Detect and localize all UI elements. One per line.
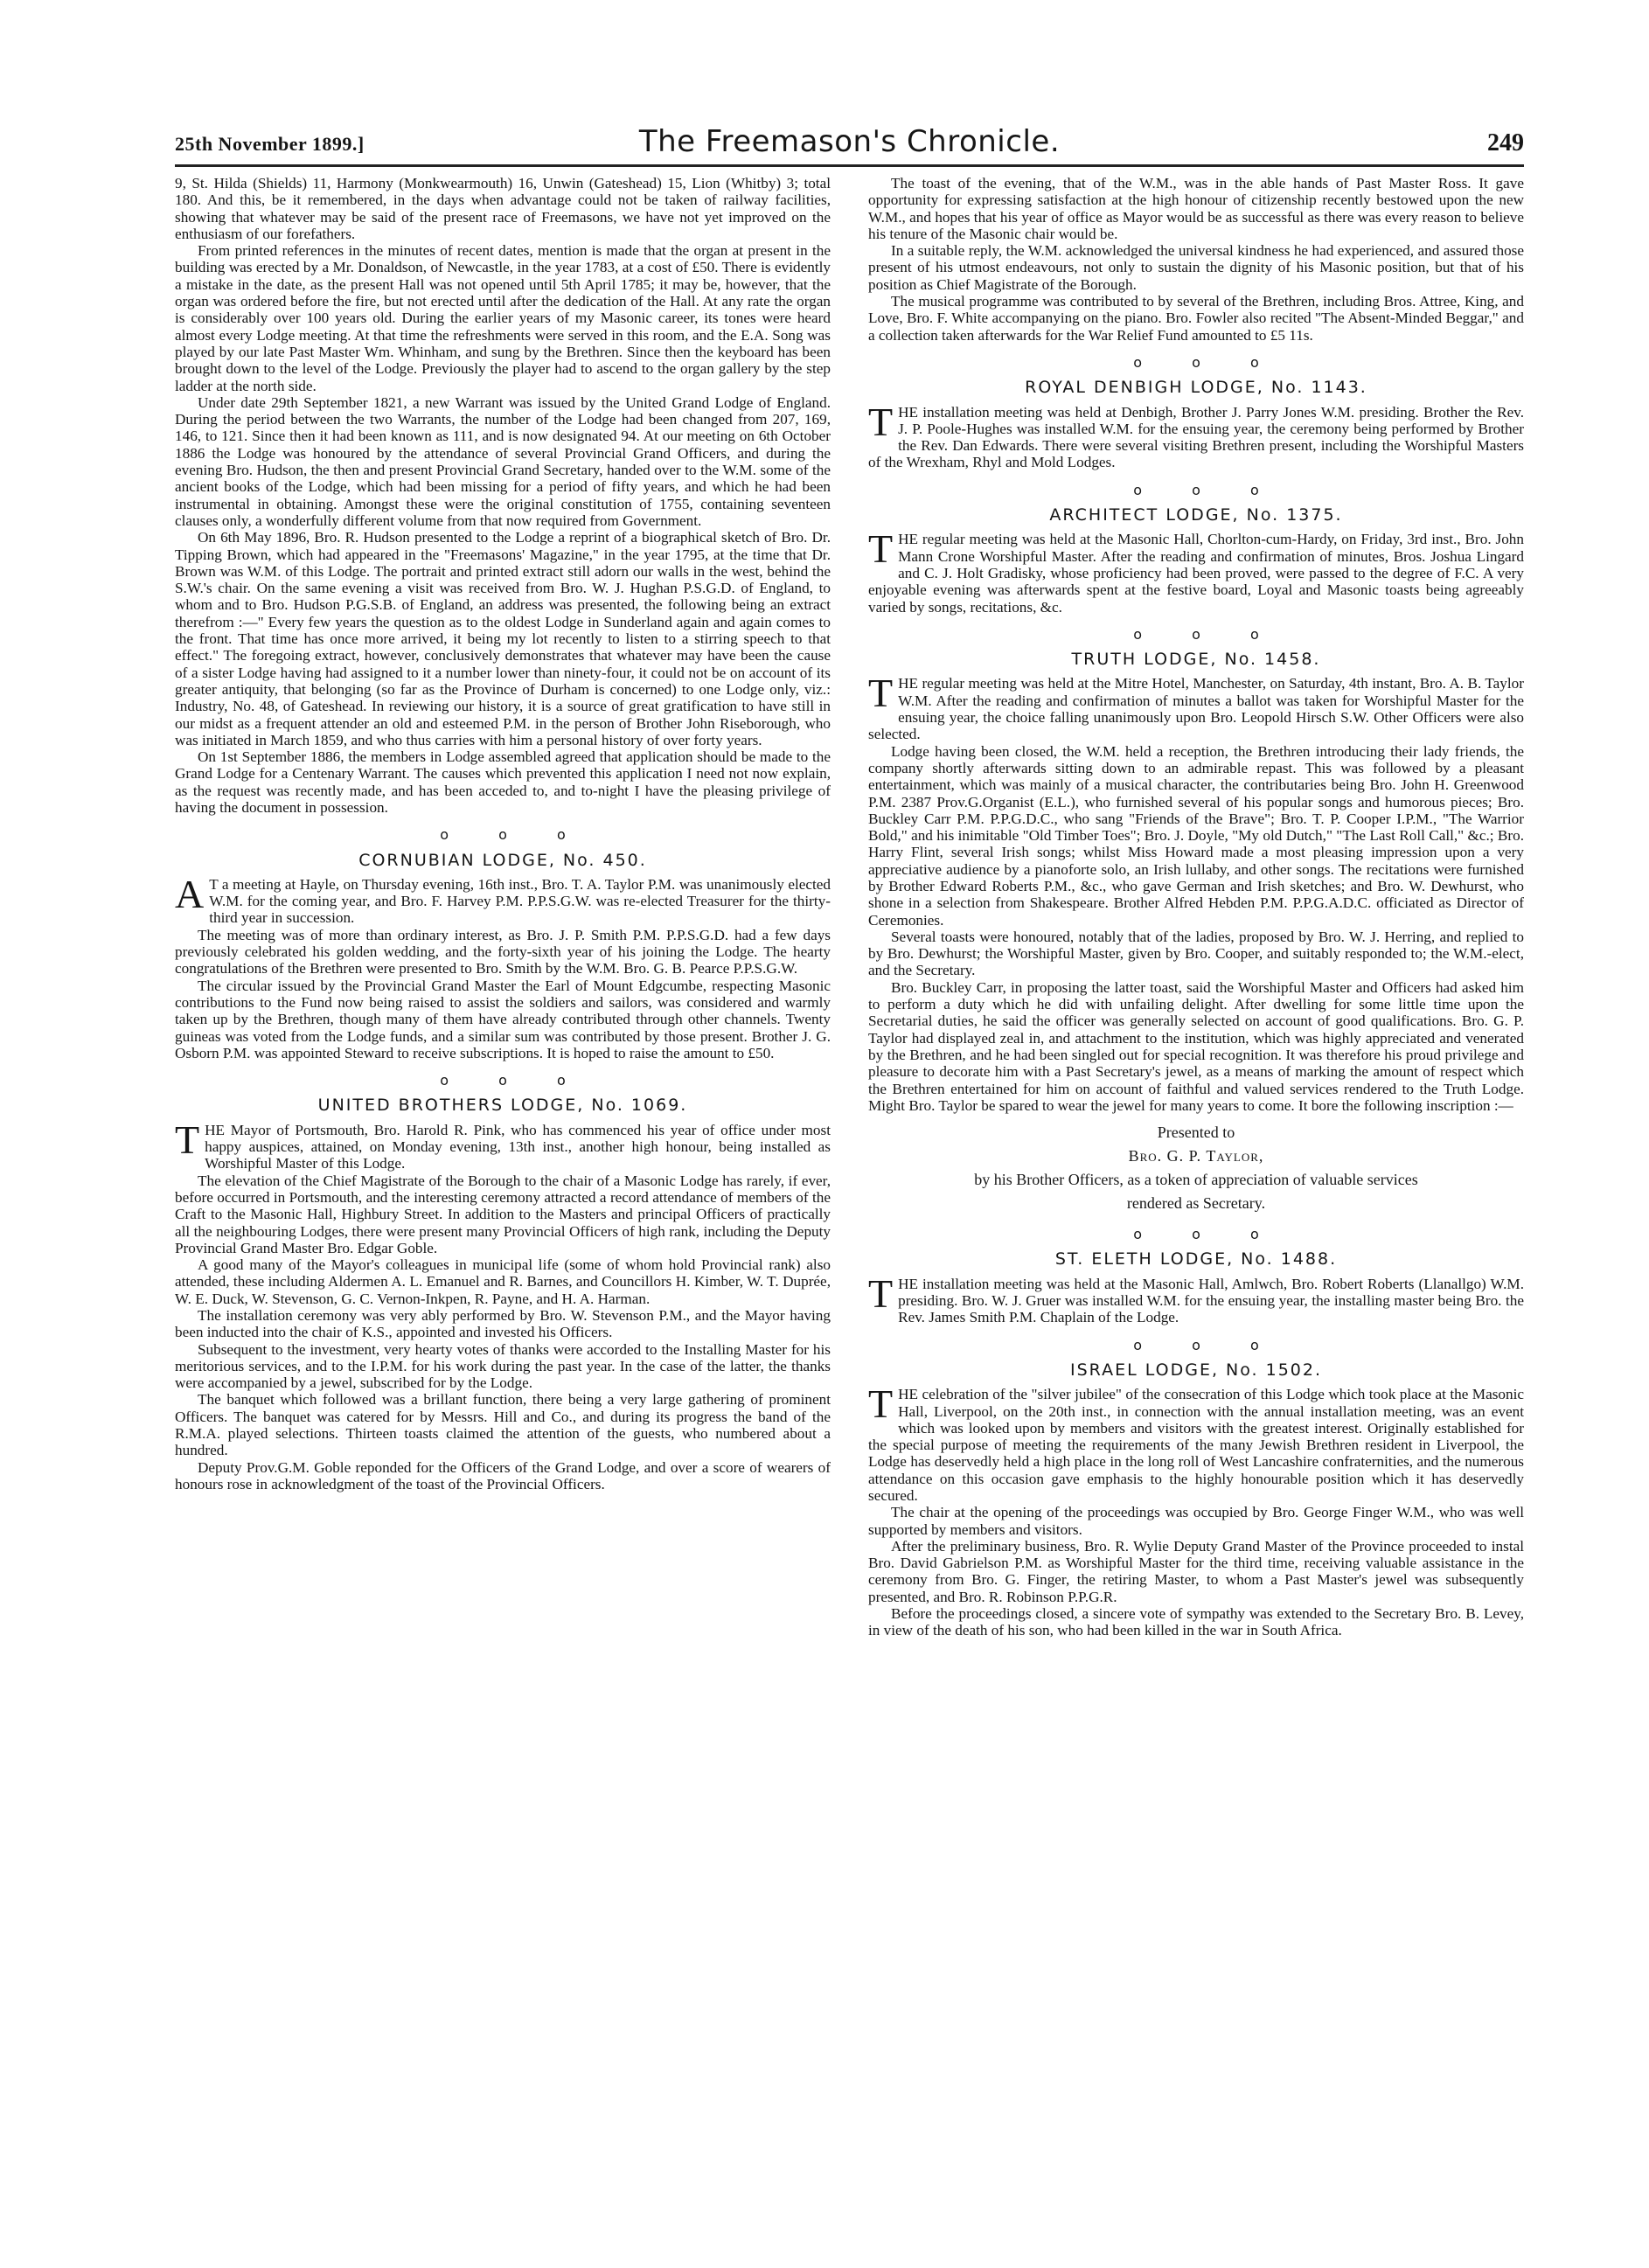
article-paragraph: Bro. Buckley Carr, in proposing the latter toast, said the Worshipful Master and Officers had asked him to perform a duty which he did with unfailing delight. After dwelling for some little time upon the Secretarial duties, he said the officer was generally selected on account of good qualifications. Bro. G. P. Taylor had displayed zeal in, and attachment to the institution, which was highly appreciated and venerated by the Brethren, and he had been singled out for special recognition. It was therefore his proud privilege and pleasure to decorate him with a Past Secretary's jewel, as a means of marking the amount of respect which the Brethren entertained for him on account of faithful and valued services rendered to the Truth Lodge. Might Bro. Taylor be spared to wear the jewel for many years to come. It bore the following inscription :— bbox=[868, 978, 1524, 1114]
paragraph-text: HE celebration of the "silver jubilee" of the consecration of this Lodge which took place at the Masonic Hall, Liverpool, on the 20th inst., in connection with the annual installation meeting, was an event which was looked upon by members and visitors with the greatest interest. Originally established for the special purpose of meeting the requirements of the many Jewish Brethren resident in Liverpool, the Lodge has deservedly held a high place in the long roll of West Lancashire confraternities, and the numerous attendance on this occasion gave emphasis to the highly honourable position which it has deservedly secured. bbox=[868, 1386, 1524, 1504]
issue-date: 25th November 1899.] bbox=[175, 133, 365, 155]
paragraph-text: HE regular meeting was held at the Masonic Hall, Chorlton-cum-Hardy, on Friday, 3rd inst., Bro. John Mann Crone Worshipful Master. After the reading and confirmation of minutes, Bros. Joshua Lingard and C. J. Holt Gradisky, whose proficiency had been proved, were passed to the degree of F.C. A very enjoyable evening was afterwards spent at the festive board, Loyal and Masonic toasts being agreeably varied by songs, recitations, &c. bbox=[868, 531, 1524, 616]
left-column bbox=[175, 175, 831, 2247]
article-paragraph: 9, St. Hilda (Shields) 11, Harmony (Monkwearmouth) 16, Unwin (Gateshead) 15, Lion (Whitby) 3; total 180. And this, be it remembered, in the days when advantage could not be taken of railway facilities, showing that whatever may be said of the present race of Freemasons, we have not yet improved on the enthusiasm of our forefathers. bbox=[175, 175, 831, 242]
lodge-heading-united-brothers: UNITED BROTHERS LODGE, No. 1069. bbox=[317, 1096, 688, 1116]
article-paragraph: A good many of the Mayor's colleagues in municipal life (some of whom hold Provincial rank) also attended, these including Aldermen A. L. Emanuel and R. Barnes, and Councillors H. Kimber, W. T. Duprée, W. E. Duck, W. Stevenson, G. C. Vernon-Inkpen, R. Payne, and H. A. Harman. bbox=[175, 1256, 831, 1307]
article-paragraph: Subsequent to the investment, very hearty votes of thanks were accorded to the Installing Master for his meritorious services, and to the I.P.M. for his work during the past year. In the case of the latter, the thanks were accompanied by a jewel, subscribed for by the Lodge. bbox=[175, 1340, 831, 1392]
article-paragraph: The toast of the evening, that of the W.M., was in the able hands of Past Master Ross. It gave opportunity for expressing satisfaction at the high honour of citizenship recently bestowed upon the new W.M., and hopes that his year of office as Mayor would be as successful as there was every reason to believe his tenure of the Masonic chair would be. bbox=[868, 175, 1524, 242]
section-separator: o o o bbox=[1133, 1336, 1282, 1353]
article-paragraph: The elevation of the Chief Magistrate of the Borough to the chair of a Masonic Lodge has rarely, if ever, before occurred in Portsmouth, and the interesting ceremony attracted a record attendance of members of the Craft to the Masonic Hall, Highbury Street. In addition to the Masters and principal Officers of practically all the neighbouring Lodges, there were present many Provincial Officers of high rank, including the Deputy Provincial Grand Master Bro. Edgar Goble. bbox=[175, 1172, 831, 1256]
article-paragraph: On 1st September 1886, the members in Lodge assembled agreed that application should be made to the Grand Lodge for a Centenary Warrant. The causes which prevented this application I need not now explain, as the request was recently made, and has been acceded to, and to-night I have the pleasing privilege of having the document in possession. bbox=[175, 748, 831, 816]
section-separator: o o o bbox=[440, 826, 588, 844]
drop-cap: A bbox=[175, 871, 205, 916]
article-paragraph: The circular issued by the Provincial Grand Master the Earl of Mount Edgcumbe, respecting Masonic contributions to the Fund now being raised to assist the soldiers and sailors, was considered and warmly taken up by the Brethren, though many of them have already contributed through other channels. Twenty guineas was voted from the Lodge funds, and a similar sum was contributed by those present. Brother J. G. Osborn P.M. was appointed Steward to receive subscriptions. It is hoped to raise the amount to £50. bbox=[175, 977, 831, 1061]
article-paragraph bbox=[868, 526, 1524, 616]
lodge-heading-truth: TRUTH LODGE, No. 1458. bbox=[1071, 650, 1321, 670]
lodge-heading-architect: ARCHITECT LODGE, No. 1375. bbox=[1049, 505, 1343, 525]
paragraph-text: HE installation meeting was held at the Masonic Hall, Amlwch, Bro. Robert Roberts (Llanallgo) W.M. presiding. Bro. W. J. Gruer was installed W.M. for the ensuing year, the installing master being Bro. the Rev. James Smith P.M. Chaplain of the Lodge. bbox=[898, 1275, 1524, 1326]
drop-cap: T bbox=[868, 671, 894, 716]
article-paragraph: The installation ceremony was very ably performed by Bro. W. Stevenson P.M., and the Mayor having been inducted into the chair of K.S., appointed and invested his Officers. bbox=[175, 1307, 831, 1341]
section-separator: o o o bbox=[1133, 481, 1282, 498]
drop-cap: T bbox=[175, 1117, 200, 1162]
jewel-inscription bbox=[868, 1121, 1524, 1215]
article-paragraph: Several toasts were honoured, notably that of the ladies, proposed by Bro. W. J. Herring, and replied to by Bro. Dewhurst; the Worshipful Master, given by Bro. Cooper, and suitably responded to; the W.M.-elect, and the Secretary. bbox=[868, 928, 1524, 979]
drop-cap: T bbox=[868, 1270, 894, 1316]
article-paragraph: The musical programme was contributed to by several of the Brethren, including Bros. Attree, King, and Love, Bro. F. White accompanying on the piano. Bro. Fowler also recited "The Absent-Minded Beggar," and a collection taken afterwards for the War Relief Fund amounted to £5 11s. bbox=[868, 293, 1524, 344]
paragraph-text: T a meeting at Hayle, on Thursday evening, 16th inst., Bro. T. A. Taylor P.M. was unanimously elected W.M. for the coming year, and Bro. F. Harvey P.M. P.P.S.G.W. was re-elected Treasurer for the thirty-third year in succession. bbox=[209, 875, 831, 927]
publication-title: The Freemason's Chronicle. bbox=[638, 124, 1061, 159]
lodge-heading-royal-denbigh: ROYAL DENBIGH LODGE, No. 1143. bbox=[1025, 378, 1367, 398]
section-separator: o o o bbox=[1133, 1226, 1282, 1243]
article-paragraph: The meeting was of more than ordinary interest, as Bro. J. P. Smith P.M. P.P.S.G.D. had a few days previously celebrated his golden wedding, and the forty-sixth year of his joining the Lodge. The hearty congratulations of the Brethren were presented to Bro. Smith by the W.M. Bro. G. B. Pearce P.P.S.G.W. bbox=[175, 926, 831, 977]
article-paragraph: In a suitable reply, the W.M. acknowledged the universal kindness he had experienced, and assured those present of his utmost endeavours, not only to sustain the dignity of his Masonic position, but that of his position as Chief Magistrate of the Borough. bbox=[868, 242, 1524, 293]
page-number: 249 bbox=[1487, 129, 1524, 157]
article-paragraph: The chair at the opening of the proceedings was occupied by Bro. George Finger W.M., who was well supported by members and visitors. bbox=[868, 1504, 1524, 1538]
right-column bbox=[868, 175, 1524, 2247]
article-paragraph: Lodge having been closed, the W.M. held a reception, the Brethren introducing their lady friends, the company shortly afterwards sitting down to an admirable repast. This was followed by a pleasant entertainment, which was mainly of a musical character, the contributaries being Bro. John H. Greenwood P.M. 2387 Prov.G.Organist (E.L.), who furnished several of his popular songs and humorous pieces; Bro. Buckley Carr P.M. P.P.G.D.C., who sang "Friends of the Brave"; Bro. T. P. Cooper I.P.M., "The Warrior Bold," and his inimitable "Old Timber Toes"; Bro. J. Doyle, "My old Dutch," "The Last Roll Call," &c.; Bro. Harry Flint, several Irish songs; whilst Miss Howard made a most pleasing impression upon a very appreciative audience by a pianoforte solo, an Irish lullaby, and other songs. The recitations were furnished by Brother Edward Roberts P.M., &c., who gave German and Irish sketches; and Bro. W. Dewhurst, who shone in a selection from Shakespeare. Brother Alfred Hebden P.M. P.P.G.A.D.C. officiated as Director of Ceremonies. bbox=[868, 742, 1524, 929]
article-paragraph bbox=[175, 871, 831, 927]
article-paragraph bbox=[868, 399, 1524, 471]
article-paragraph: Under date 29th September 1821, a new Warrant was issued by the United Grand Lodge of England. During the period between the two Warrants, the number of the Lodge had been changed from 207, 169, 146, to 121. Since then it had been known as 111, and is now designated 94. At our meeting on 6th October 1886 the Lodge was honoured by the attendance of several Provincial Grand Officers, and during the evening Bro. Hudson, the then and present Provincial Grand Secretary, handed over to the W.M. some of the ancient books of the Lodge, which had been missing for a period of fifty years, and which he had been instrumental in obtaining. Amongst these were the original constitution of 1755, containing seventeen clauses only, a wonderfully different volume from that now required from Government. bbox=[175, 393, 831, 529]
inscription-line: Presented to bbox=[1157, 1124, 1235, 1142]
lodge-heading-cornubian: CORNUBIAN LODGE, No. 450. bbox=[358, 850, 647, 870]
paragraph-text: HE regular meeting was held at the Mitre Hotel, Manchester, on Saturday, 4th instant, Bro. A. B. Taylor W.M. After the reading and confirmation of minutes a ballot was taken for Worshipful Master for the ensuing year, the choice falling unanimously upon Bro. Leopold Hirsch S.W. Other Officers were also selected. bbox=[868, 675, 1524, 743]
masthead-rule bbox=[175, 164, 1524, 167]
paragraph-text: HE installation meeting was held at Denbigh, Brother J. Parry Jones W.M. presiding. Brother the Rev. J. P. Poole-Hughes was installed W.M. for the ensuing year, the ceremony being performed by Brother the Rev. Dan Edwards. There were several visiting Brethren present, including the Worshipful Masters of the Wrexham, Rhyl and Mold Lodges. bbox=[868, 403, 1524, 471]
article-paragraph: On 6th May 1896, Bro. R. Hudson presented to the Lodge a reprint of a biographical sketch of Bro. Dr. Tipping Brown, which had appeared in the "Freemasons' Magazine," in the year 1795, at the time that Dr. Brown was W.M. of this Lodge. The portrait and printed extract still adorn our walls in the west, behind the S.W.'s chair. On the same evening a visit was received from Bro. W. J. Hughan P.S.G.D. of England, to whom and to Bro. Hudson P.G.S.B. of England, an address was presented, the following being an extract therefrom :—" Every few years the question as to the oldest Lodge in Sunderland again and again comes to the front. That time has once more arrived, it being my lot recently to listen to a stirring speech to that effect." The foregoing extract, however, conclusively demonstrates that whatever may have been the cause of a sister Lodge having had assigned to it a number lower than ninety-four, it could not be on account of its greater antiquity, that belonging (so far as the Province of Durham is concerned) to one Lodge only, viz.: Industry, No. 48, of Gateshead. In reviewing our history, it is a source of great gratification to have still in our midst as a frequent attender an old and esteemed P.M. in the person of Brother John Riseborough, who was initiated in March 1859, and who thus carries with him a personal history of over forty years. bbox=[175, 529, 831, 748]
article-paragraph bbox=[868, 1270, 1524, 1326]
article-paragraph: From printed references in the minutes of recent dates, mention is made that the organ at present in the building was erected by a Mr. Donaldson, of Newcastle, in the year 1783, at a cost of £50. There is evidently a mistake in the date, as the present Hall was not opened until 5th April 1785; it may be, however, that the organ was ordered before the fire, but not erected until after the dedication of the Hall. At any rate the organ is considerably over 100 years old. During the earlier years of my Masonic career, its tones were heard almost every Lodge meeting. At that time the refreshments were served in this room, and the E.A. Song was played by our late Past Master Wm. Whinham, and sung by the Brethren. Since then the keyboard has been brought down to the level of the Lodge. Previously the player had to ascend to the organ gallery by the step ladder at the north side. bbox=[175, 242, 831, 394]
article-paragraph bbox=[868, 1381, 1524, 1504]
article-paragraph: The banquet which followed was a brillant function, there being a very large gathering of prominent Officers. The banquet was catered for by Messrs. Hill and Co., and during its progress the band of the R.M.A. played selections. Thirteen toasts claimed the attention of the guests, who numbered about a hundred. bbox=[175, 1391, 831, 1459]
section-separator: o o o bbox=[1133, 353, 1282, 371]
inscription-line: rendered as Secretary. bbox=[1126, 1194, 1266, 1213]
article-paragraph: Before the proceedings closed, a sincere vote of sympathy was extended to the Secretary Bro. B. Levey, in view of the death of his son, who had been killed in the war in South Africa. bbox=[868, 1605, 1524, 1639]
article-paragraph bbox=[868, 671, 1524, 743]
article-paragraph bbox=[175, 1117, 831, 1172]
paragraph-text: HE Mayor of Portsmouth, Bro. Harold R. Pink, who has commenced his year of office under most happy auspices, attained, on Monday evening, 13th inst., another high honour, being installed as Worshipful Master of this Lodge. bbox=[205, 1121, 831, 1172]
article-paragraph: Deputy Prov.G.M. Goble reponded for the Officers of the Grand Lodge, and over a score of wearers of honours rose in acknowledgment of the toast of the Provincial Officers. bbox=[175, 1458, 831, 1492]
lodge-heading-israel: ISRAEL LODGE, No. 1502. bbox=[1070, 1360, 1322, 1380]
section-separator: o o o bbox=[440, 1072, 588, 1089]
article-paragraph: After the preliminary business, Bro. R. Wylie Deputy Grand Master of the Province proceeded to instal Bro. David Gabrielson P.M. as Worshipful Master for the third time, receiving valuable assistance in the ceremony from Bro. G. Finger, the retiring Master, to whom a Past Master's jewel was subsequently presented, and Bro. R. Robinson P.P.G.R. bbox=[868, 1537, 1524, 1605]
drop-cap: T bbox=[868, 526, 894, 572]
masthead bbox=[175, 119, 1524, 163]
inscription-line: by his Brother Officers, as a token of appreciation of valuable services bbox=[974, 1171, 1418, 1189]
drop-cap: T bbox=[868, 399, 894, 444]
inscription-line: Bro. G. P. Taylor, bbox=[1128, 1147, 1264, 1165]
lodge-heading-st-eleth: ST. ELETH LODGE, No. 1488. bbox=[1054, 1249, 1338, 1270]
section-separator: o o o bbox=[1133, 625, 1282, 643]
drop-cap: T bbox=[868, 1381, 894, 1427]
